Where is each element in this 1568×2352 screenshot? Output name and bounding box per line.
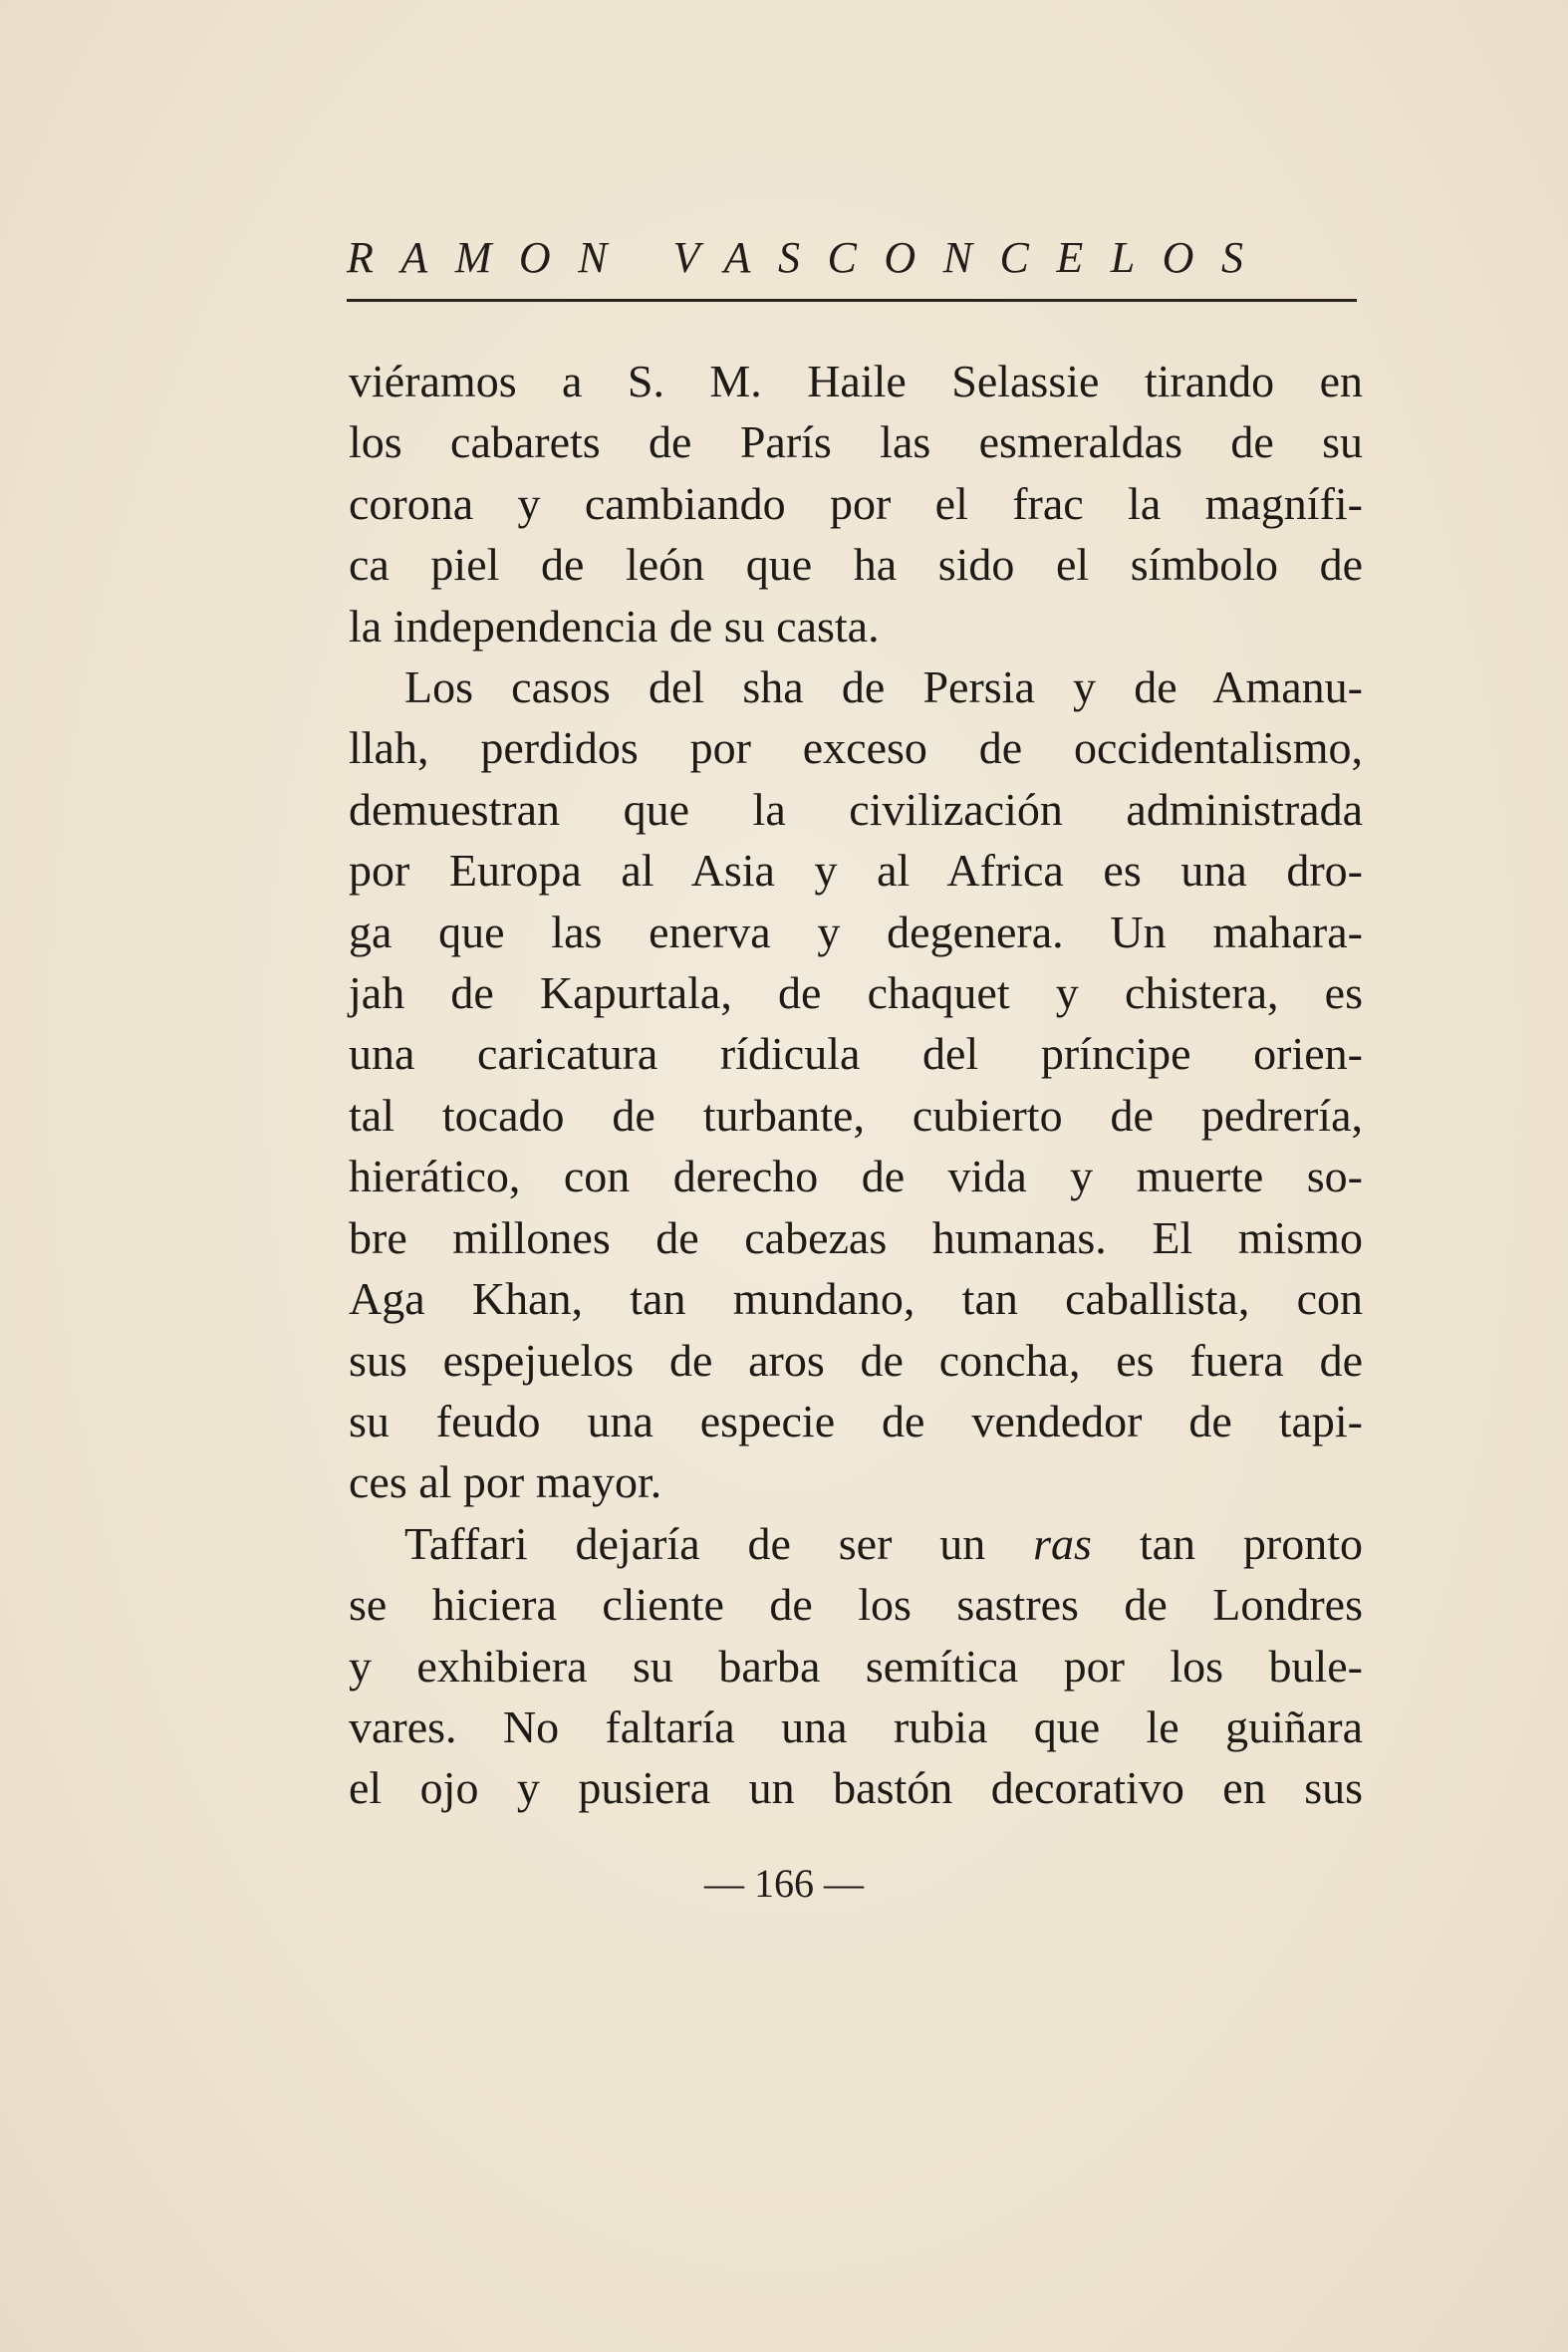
text-line: y exhibiera su barba semítica por los bule- [349, 1640, 1363, 1692]
text-line: jah de Kapurtala, de chaquet y chistera, es [349, 967, 1363, 1019]
text-line-part: Taffari dejaría de ser un ras tan pronto [404, 1517, 1364, 1569]
text-line: viéramos a S. M. Haile Selassie tirando en [349, 356, 1363, 406]
italic-word: ras [1033, 1517, 1092, 1569]
text-line: los cabarets de París las esmeraldas de su [349, 416, 1363, 468]
text-line: demuestran que la civilización administrada [349, 783, 1363, 835]
header-rule [347, 299, 1357, 302]
text-line: sus espejuelos de aros de concha, es fuera de [349, 1334, 1363, 1386]
text-line: se hiciera cliente de los sastres de Londres [349, 1579, 1363, 1631]
text-line [349, 1513, 1363, 1574]
text-line: su feudo una especie de vendedor de tapi- [349, 1395, 1363, 1446]
text-line: ga que las enerva y degenera. Un mahara- [349, 906, 1363, 957]
text-line: tal tocado de turbante, cubierto de pedrería, [349, 1089, 1363, 1141]
text-line: una caricatura rídicula del príncipe orien- [349, 1028, 1363, 1080]
text-line: el ojo y pusiera un bastón decorativo en sus [349, 1762, 1363, 1814]
text-line: ces al por mayor. [349, 1456, 662, 1508]
page-number: — 166 — [704, 1861, 864, 1906]
paragraph-3 [349, 1513, 1363, 1819]
text-line: Aga Khan, tan mundano, tan caballista, con [349, 1273, 1363, 1325]
paragraph-2 [349, 656, 1363, 1513]
text-line: bre millones de cabezas humanas. El mismo [349, 1211, 1363, 1263]
text-line: hierático, con derecho de vida y muerte so- [349, 1151, 1363, 1202]
text-line: llah, perdidos por exceso de occidentalismo, [349, 722, 1363, 774]
text-line: ca piel de león que ha sido el símbolo de [349, 539, 1363, 591]
text-line: por Europa al Asia y al Africa es una dro- [349, 845, 1363, 897]
text-line: corona y cambiando por el frac la magnífi- [349, 477, 1363, 529]
paragraph-1 [349, 351, 1363, 656]
text-line: Los casos del sha de Persia y de Amanu- [404, 661, 1363, 713]
text-line: la independencia de su casta. [349, 600, 880, 652]
text-line: vares. No faltaría una rubia que le guiñara [349, 1700, 1363, 1752]
body-text [349, 351, 1363, 1819]
running-head: RAMON VASCONCELOS [347, 233, 1271, 282]
